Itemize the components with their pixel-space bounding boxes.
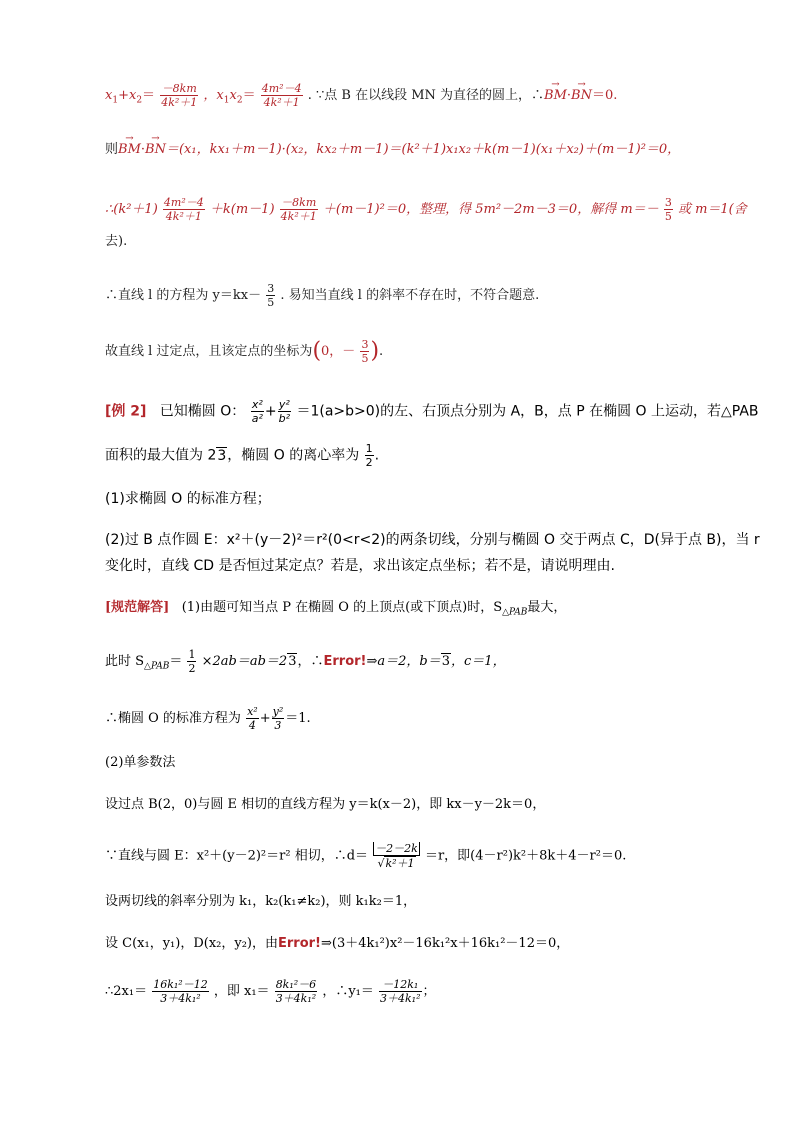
fraction — [251, 398, 264, 425]
fraction — [275, 978, 317, 1005]
math-text: 设 C(x₁，y₁)，D(x₂，y₂)，由 — [105, 936, 278, 951]
vector-bm: → BM — [544, 88, 567, 104]
numerator: 1 — [188, 648, 196, 661]
math-text: ，即 x₁＝ — [213, 984, 270, 999]
math-text: ＝1. — [285, 711, 311, 726]
sqrt: 3 — [217, 447, 227, 464]
sqrt: k²＋1 — [385, 857, 415, 870]
example-2-line-2 — [105, 442, 379, 469]
math-text: . ∵点 B 在以线段 MN 为直径的圆上，∴ — [307, 88, 545, 103]
math-text: ，x — [203, 88, 224, 103]
math-text: ＝ — [142, 88, 156, 103]
math-text: +x — [118, 88, 137, 103]
math-text: (1)由题可知当点 P 在椭圆 O 的上顶点(或下顶点)时，S — [181, 600, 503, 615]
error-text: Error! — [278, 936, 321, 951]
denominator: 4k²＋1 — [163, 209, 205, 223]
solution-2-line-4: (2)单参数法 — [105, 755, 176, 770]
fraction — [152, 978, 208, 1005]
numerator: 4m²－4 — [261, 82, 302, 95]
solution-line-2 — [105, 142, 680, 158]
math-text: ∵直线与圆 E：x²＋(y－2)²＝r² 相切，∴d＝ — [105, 848, 369, 864]
denominator: 4k²＋1 — [161, 96, 198, 109]
math-text: ＝0. — [591, 88, 618, 103]
math-text: ＝1(a>b>0)的左、右顶点分别为 A，B，点 P 在椭圆 O 上运动，若△PAB — [296, 403, 759, 420]
fraction — [261, 82, 303, 109]
math-text: ∴椭圆 O 的标准方程为 — [105, 711, 241, 726]
math-text: · — [140, 142, 146, 157]
denominator: √k²＋1 — [373, 855, 420, 870]
question-1: (1)求椭圆 O 的标准方程； — [105, 491, 271, 507]
numerator: 3 — [664, 196, 672, 209]
fraction — [266, 282, 275, 309]
math-text: · — [566, 88, 572, 103]
fraction — [163, 196, 205, 223]
solution-2-line-6 — [105, 842, 626, 870]
paren-right: ) — [370, 338, 380, 364]
fraction — [373, 842, 420, 870]
fraction — [280, 196, 318, 223]
math-text: ＝ — [242, 88, 256, 103]
subscript: △PAB — [144, 661, 170, 672]
math-text: ∴2x₁＝ — [105, 984, 148, 999]
math-text: ，∴ — [297, 654, 324, 669]
numerator: 16k₁²－12 — [153, 978, 208, 991]
math-text: ＋(m－1)²＝0，整理，得 5m²－2m－3＝0，解得 m＝－ — [322, 202, 659, 217]
math-text: 则 — [105, 142, 119, 157]
sqrt: 3 — [441, 654, 451, 669]
solution-2-line-2 — [105, 648, 506, 675]
numerator: －8km — [161, 82, 197, 95]
math-text: ∴(k²＋1) — [105, 202, 158, 217]
subscript: 2 — [136, 95, 143, 106]
fraction — [664, 196, 673, 223]
fraction — [246, 705, 259, 732]
math-text: 此时 S — [105, 654, 145, 669]
solution-2-line-8 — [105, 936, 569, 952]
denominator: 4k²＋1 — [261, 95, 303, 109]
fraction — [278, 398, 291, 425]
numerator: 3 — [267, 282, 275, 295]
fraction — [365, 442, 374, 469]
numerator: x² — [251, 398, 263, 411]
denominator: 5 — [361, 352, 369, 365]
math-text: . 易知当直线 l 的斜率不存在时，不符合题意. — [280, 288, 540, 303]
math-text: 面积的最大值为 2 — [105, 447, 217, 464]
math-text: x — [105, 88, 113, 103]
numerator: x² — [247, 705, 258, 718]
solution-2-line-5: 设过点 B(2，0)与圆 E 相切的直线方程为 y＝k(x－2)，即 kx－y－2k＝0， — [105, 797, 546, 812]
math-text: 或 m＝1(舍 — [677, 202, 747, 217]
solution-2-line-7: 设两切线的斜率分别为 k₁，k₂(k₁≠k₂)，则 k₁k₂＝1， — [105, 894, 417, 909]
math-text: ＝ — [169, 654, 183, 669]
math-text: . — [374, 447, 380, 464]
fraction — [360, 338, 369, 365]
solution-tag: [规范解答] — [105, 600, 170, 615]
error-text: Error! — [323, 654, 367, 669]
paren-left: ( — [312, 338, 322, 364]
numerator: 4m²－4 — [163, 196, 204, 209]
question-2-line-2: 变化时，直线 CD 是否恒过某定点？若是，求出该定点坐标；若不是，请说明理由. — [105, 558, 615, 574]
solution-line-6 — [105, 338, 383, 365]
denominator: 3 — [272, 718, 285, 732]
numerator: 3 — [361, 338, 369, 351]
example-tag: [例 2] — [105, 403, 147, 420]
math-text: 最大， — [527, 600, 567, 615]
subscript: △PAB — [502, 607, 528, 618]
solution-line-5 — [105, 282, 539, 309]
denominator: 2 — [365, 456, 373, 469]
numerator: －12k₁ — [382, 978, 419, 991]
math-text: ； — [422, 984, 436, 999]
denominator: 3＋4k₁² — [152, 991, 208, 1005]
denominator: 4 — [246, 718, 259, 732]
vector-bm: → BM — [118, 142, 141, 158]
numerator: 8k₁²－6 — [275, 978, 317, 991]
denominator: 5 — [664, 210, 672, 223]
fraction — [379, 978, 421, 1005]
denominator: a² — [251, 412, 263, 425]
solution-line-1 — [105, 82, 617, 109]
math-text: ，∴y₁＝ — [322, 984, 374, 999]
numerator: －8km — [281, 196, 317, 209]
math-text: ×2ab＝ab＝2 — [201, 654, 288, 669]
math-text: ＝r，即(4－r²)k²＋8k＋4－r²＝0. — [424, 848, 627, 864]
math-text: ，c＝1， — [451, 654, 506, 669]
subscript: 1 — [223, 95, 230, 106]
subscript: 2 — [236, 95, 243, 106]
fraction — [187, 648, 196, 675]
math-text: ⇒(3＋4k₁²)x²－16k₁²x＋16k₁²－12＝0， — [320, 936, 570, 951]
math-text: 0，－ — [321, 344, 356, 359]
math-text: ＝(x₁，kx₁＋m－1)·(x₂，kx₂＋m－1)＝(k²＋1)x₁x₂＋k(m－1)(x₁＋x₂)＋(m－1)²＝0， — [165, 142, 681, 157]
numerator: 1 — [365, 442, 373, 455]
vector-bn: → BN — [145, 142, 166, 158]
math-text: ⇒a＝2，b＝ — [366, 654, 441, 669]
math-text: 故直线 l 过定点，且该定点的坐标为 — [105, 344, 313, 359]
denominator: b² — [278, 412, 291, 425]
math-text: 已知椭圆 O： — [159, 403, 246, 420]
example-2-line-1 — [105, 398, 759, 425]
denominator: 4k²＋1 — [280, 210, 317, 223]
math-text: + — [264, 403, 277, 420]
denominator: 3＋4k₁² — [275, 992, 317, 1005]
math-text: ∴直线 l 的方程为 y＝kx－ — [105, 288, 262, 303]
question-2-line-1: (2)过 B 点作圆 E：x²＋(y－2)²＝r²(0<r<2)的两条切线，分别与椭圆 O 交于两点 C，D(异于点 B)，当 r — [105, 532, 760, 548]
vector-bn: → BN — [571, 88, 592, 104]
numerator: －2－2k — [375, 842, 418, 855]
denominator: 3＋4k₁² — [380, 992, 421, 1005]
math-text: + — [259, 711, 271, 726]
solution-2-line-1 — [105, 600, 566, 621]
solution-2-line-9 — [105, 978, 436, 1005]
denominator: 2 — [188, 662, 196, 675]
numerator: y² — [278, 398, 290, 411]
denominator: 5 — [267, 296, 275, 309]
math-text: ＋k(m－1) — [209, 202, 275, 217]
solution-2-line-3 — [105, 705, 311, 732]
solution-line-4: 去). — [105, 234, 128, 249]
solution-line-3 — [105, 196, 747, 223]
math-text: ，椭圆 O 的离心率为 — [227, 447, 360, 464]
numerator: y² — [272, 705, 284, 718]
math-text: . — [379, 344, 384, 359]
fraction — [272, 705, 285, 732]
fraction — [160, 82, 198, 109]
sqrt: 3 — [288, 654, 297, 669]
math-text: x — [229, 88, 237, 103]
subscript: 1 — [112, 95, 119, 106]
